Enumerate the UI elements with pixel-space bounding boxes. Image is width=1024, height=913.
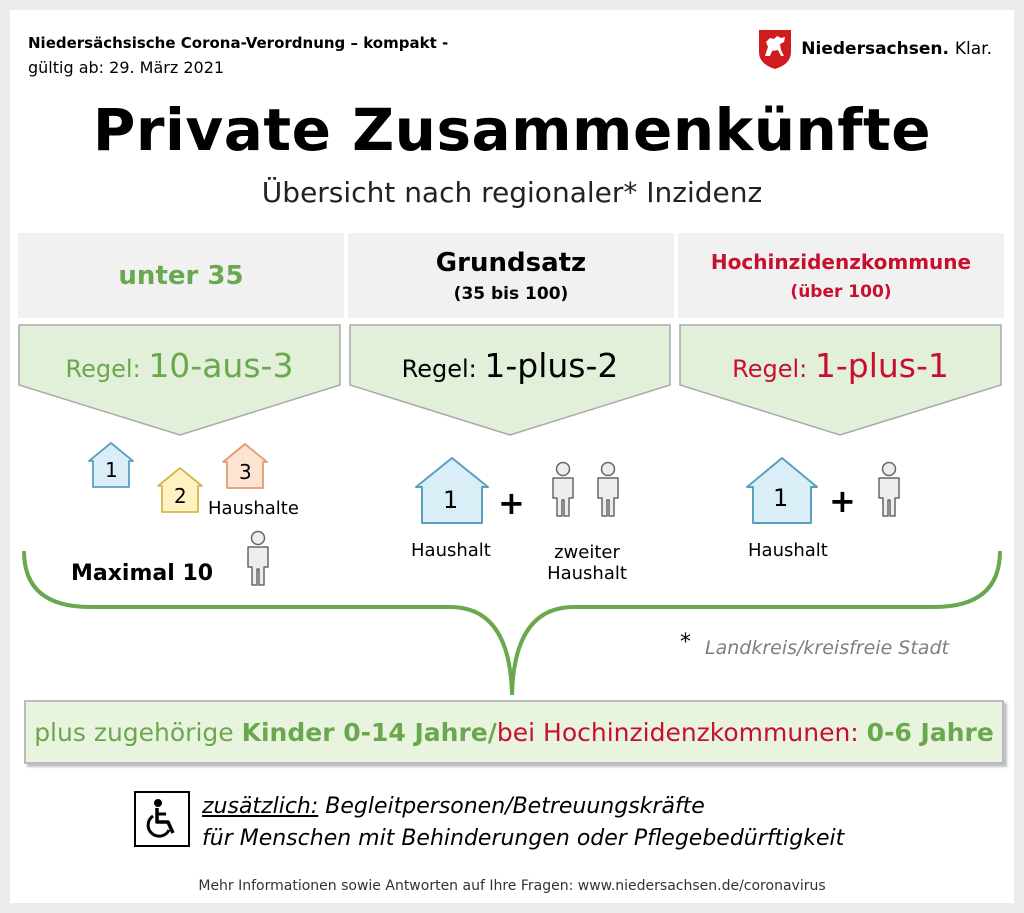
rule-hochinzidenz <box>680 346 1001 385</box>
children-info-box <box>24 700 1004 764</box>
logo-name: Niedersachsen. <box>801 39 949 59</box>
footer-info: Mehr Informationen sowie Antworten auf Ihre Fragen: www.niedersachsen.de/coronavirus <box>198 878 826 894</box>
rule-prefix: Regel: <box>65 355 141 383</box>
household-caption: Haushalt <box>748 540 828 561</box>
note-line2: für Menschen mit Behinderungen oder Pflegebedürftigkeit <box>202 826 845 851</box>
households-caption: Haushalte <box>208 498 299 519</box>
person-icon <box>553 463 573 517</box>
house-number-3: 3 <box>239 460 252 484</box>
children-text-part3: bei Hochinzidenzkommunen: <box>496 717 867 747</box>
person-icon <box>248 532 268 586</box>
column-head-title: unter 35 <box>118 260 244 291</box>
page-title: Private Zusammenkünfte <box>92 96 932 164</box>
person-icon <box>598 463 618 517</box>
note-line1: Begleitpersonen/Betreuungskräfte <box>318 794 705 819</box>
rule-grundsatz <box>350 346 670 385</box>
household-caption: Haushalt <box>411 540 491 561</box>
rule-value: 1-plus-1 <box>814 346 949 385</box>
header-valid-date: gültig ab: 29. März 2021 <box>28 58 225 77</box>
rule-under35 <box>19 346 340 385</box>
caption-line: zweiter <box>554 542 620 563</box>
column-head-title: Grundsatz <box>435 247 587 278</box>
wheelchair-icon <box>134 791 190 847</box>
children-age-default: Kinder 0-14 Jahre/ <box>241 717 497 747</box>
house-number-1: 1 <box>105 458 118 482</box>
companion-note <box>202 791 844 855</box>
house-number: 1 <box>773 484 789 512</box>
note-lead: zusätzlich: <box>202 794 319 819</box>
caption-line: Haushalt <box>547 563 627 584</box>
max-persons-label: Maximal 10 <box>71 561 214 586</box>
footnote-text: Landkreis/kreisfreie Stadt <box>705 637 949 659</box>
house-number-2: 2 <box>174 484 187 508</box>
rule-value: 10-aus-3 <box>148 346 294 385</box>
column-head-range: (35 bis 100) <box>453 283 569 304</box>
house-number: 1 <box>443 486 459 514</box>
header-title: Niedersächsische Corona-Verordnung – kompakt - <box>28 34 449 52</box>
page-subtitle: Übersicht nach regionaler* Inzidenz <box>261 176 763 209</box>
column-head-title: Hochinzidenzkommune <box>710 249 972 274</box>
footnote-star: * <box>680 630 691 655</box>
logo-suffix: Klar. <box>954 39 992 59</box>
rule-prefix: Regel: <box>401 355 477 383</box>
rule-value: 1-plus-2 <box>484 346 619 385</box>
person-icon <box>879 463 899 517</box>
column-head-range: (über 100) <box>790 281 892 302</box>
children-text-part1: plus zugehörige <box>34 717 242 747</box>
plus-sign: + <box>498 484 525 522</box>
plus-sign: + <box>829 482 856 520</box>
second-household-caption <box>530 542 644 584</box>
rule-prefix: Regel: <box>732 355 808 383</box>
children-age-high-incidence: 0-6 Jahre <box>866 717 994 747</box>
